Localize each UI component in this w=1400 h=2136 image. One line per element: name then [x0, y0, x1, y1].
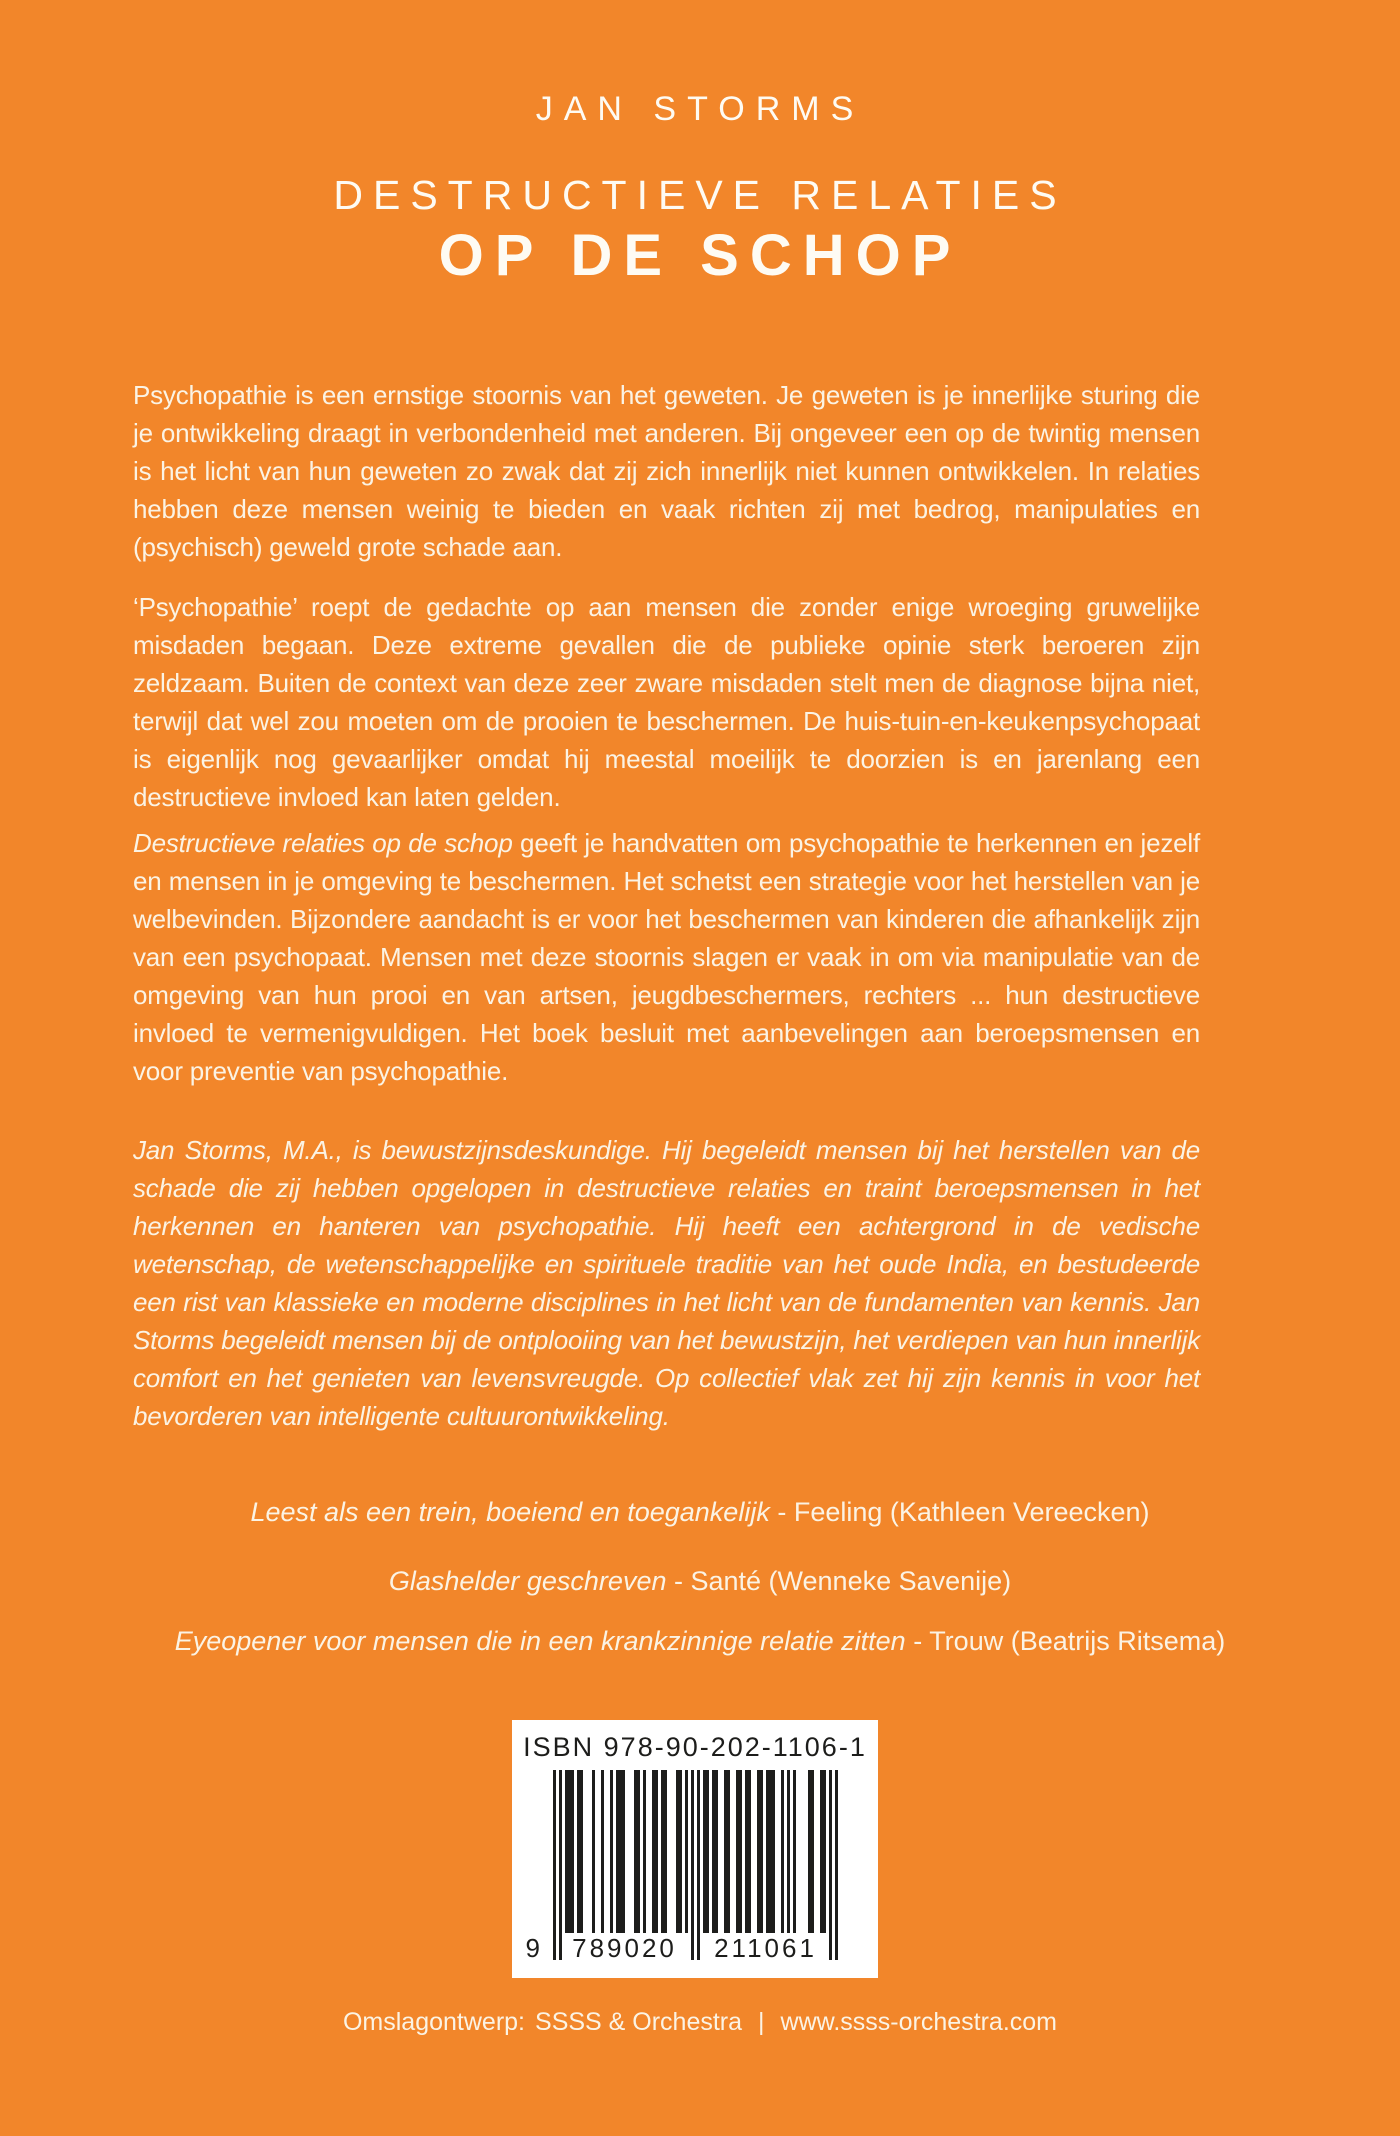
review-quote-2	[0, 1566, 1400, 1597]
isbn-barcode-block	[512, 1720, 878, 1978]
book-title-line1: DESTRUCTIEVE RELATIES	[333, 172, 1067, 218]
design-studio-name: SSSS & Orchestra	[535, 2008, 743, 2036]
barcode-digits-left: 789020	[562, 1933, 688, 1963]
blurb-paragraph-2: ‘Psychopathie’ roept de gedachte op aan mensen die zonder enige wroeging gruwelijke misdaden begaan. Deze extreme gevallen die de publieke opinie sterk beroeren zijn zeldzaam. Buiten de context van deze zeer zware misdaden stelt men de diagnose bijna niet, terwijl dat wel zou moeten om de prooien te beschermen. De huis-tuin-en-keukenpsychopaat is eigenlijk nog gevaarlijker omdat hij meestal moeilijk te doorzien is en jarenlang een destructieve invloed kan laten gelden.	[133, 592, 1200, 812]
author-name: JAN STORMS	[535, 90, 865, 128]
blurb-paragraph-3-text: geeft je handvatten om psychopathie te herkennen en jezelf en mensen in je omgeving te beschermen. Het schetst een strategie voor het herstellen van je welbevinden. Bijzondere aandacht is er voor het beschermen van kinderen die afhankelijk zijn van een psychopaat. Mensen met deze stoornis slagen er vaak in om via manipulatie van de omgeving van hun prooi en van artsen, jeugdbeschermers, rechters ... hun destructieve invloed te vermenigvuldigen. Het boek besluit met aanbevelingen aan beroepsmensen en voor preventie van psychopathie.	[133, 828, 1201, 1086]
design-credit-label: Omslagontwerp:	[342, 2008, 526, 2036]
review-quote-1-source: - Feeling (Kathleen Vereecken)	[769, 1497, 1150, 1527]
separator: |	[758, 2008, 765, 2036]
isbn-label: ISBN 978-90-202-1106-1	[523, 1732, 867, 1762]
review-quote-3-text: Eyeopener voor mensen die in een krankzinnige relatie zitten	[174, 1626, 906, 1656]
book-title-line2: OP DE SCHOP	[438, 223, 962, 288]
review-quote-2-text: Glashelder geschreven	[388, 1566, 667, 1596]
blurb-paragraph-1: Psychopathie is een ernstige stoornis van het geweten. Je geweten is je innerlijke sturing die je ontwikkeling draagt in verbondenheid met anderen. Bij ongeveer een op de twintig mensen is het licht van hun geweten zo zwak dat zij zich innerlijk niet kunnen ontwikkelen. In relaties hebben deze mensen weinig te bieden en vaak richten zij met bedrog, manipulaties en (psychisch) geweld grote schade aan.	[133, 380, 1200, 562]
book-title-reference: Destructieve relaties op de schop	[133, 828, 513, 858]
ean13-barcode	[525, 1770, 838, 1970]
review-quote-1-text: Leest als een trein, boeiend en toegankelijk	[250, 1497, 770, 1527]
review-quote-2-source: - Santé (Wenneke Savenije)	[666, 1566, 1012, 1596]
studio-url: www.ssss-orchestra.com	[780, 2008, 1057, 2036]
review-quote-3-source: - Trouw (Beatrijs Ritsema)	[905, 1626, 1226, 1656]
review-quote-1	[0, 1497, 1400, 1528]
design-credit	[0, 2008, 1400, 2037]
review-quote-3	[0, 1626, 1400, 1657]
barcode-digit-prefix: 9	[525, 1933, 543, 1963]
barcode-digits-right: 211061	[703, 1933, 829, 1963]
blurb-paragraph-3	[133, 824, 1200, 1090]
author-bio: Jan Storms, M.A., is bewustzijnsdeskundige. Hij begeleidt mensen bij het herstellen van de schade die zij hebben opgelopen in destructieve relaties en traint beroepsmensen in het herkennen en hanteren van psychopathie. Hij heeft een achtergrond in de vedische wetenschap, de wetenschappelijke en spirituele traditie van het oude India, en bestudeerde een rist van klassieke en moderne disciplines in het licht van de fundamenten van kennis. Jan Storms begeleidt mensen bij de ontplooiing van het bewustzijn, het verdiepen van hun innerlijk comfort en het genieten van levensvreugde. Op collectief vlak zet hij zijn kennis in voor het bevorderen van intelligente cultuurontwikkeling.	[133, 1135, 1200, 1431]
